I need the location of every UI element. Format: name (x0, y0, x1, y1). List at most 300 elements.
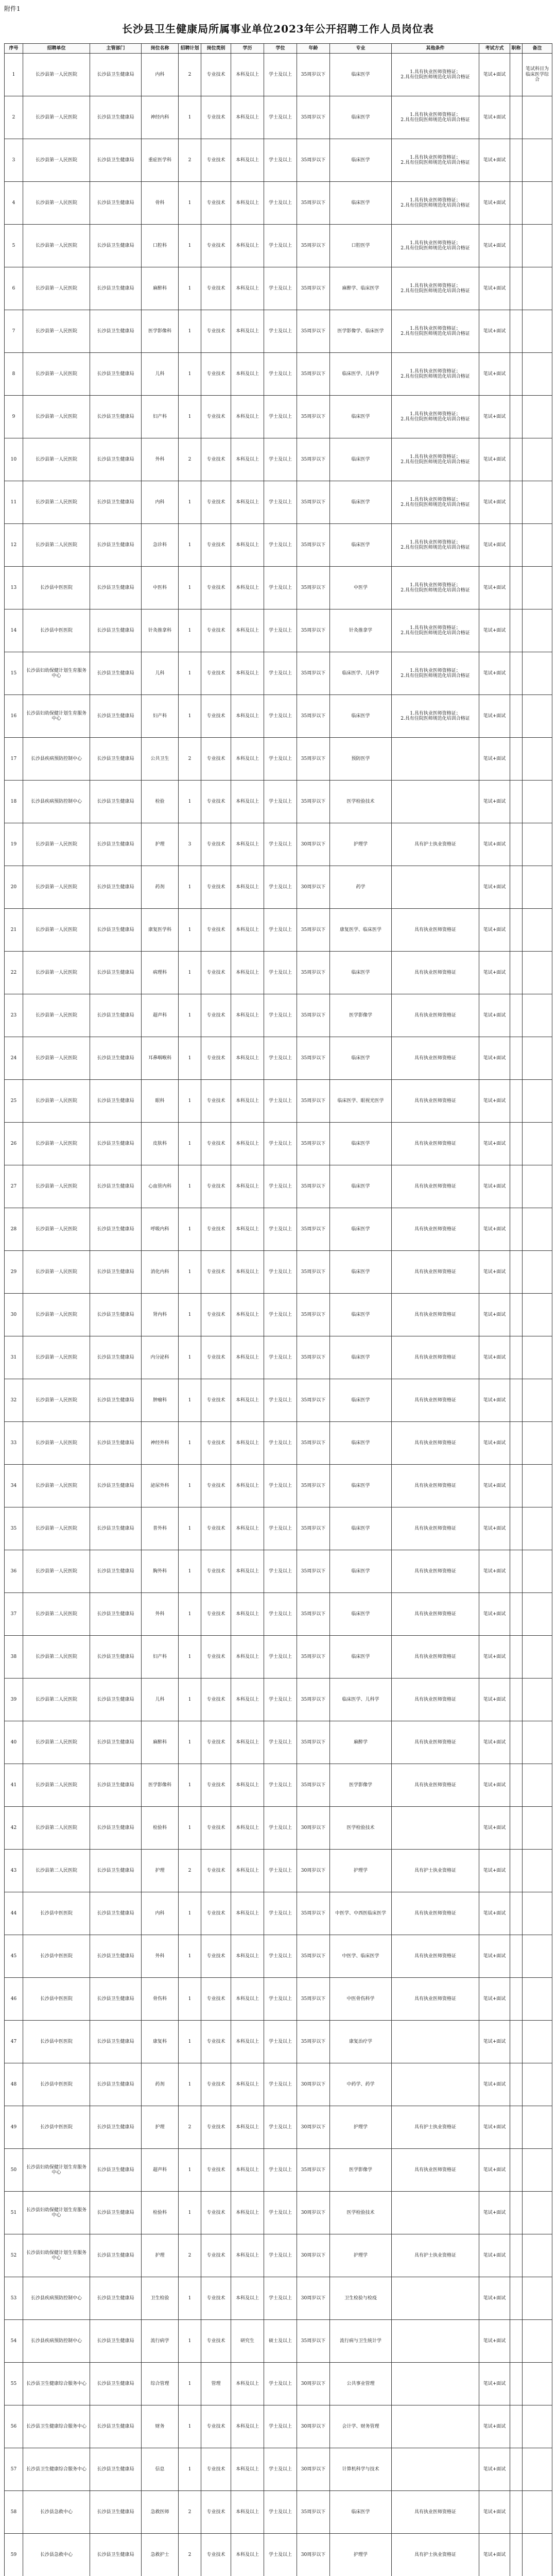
table-cell: 学士及以上 (264, 2491, 297, 2534)
table-cell: 计算机科学与技术 (330, 2448, 392, 2491)
table-cell: 35周岁以下 (297, 54, 330, 96)
table-cell (523, 1935, 552, 1978)
table-cell: 医学检验技术 (330, 2192, 392, 2234)
table-cell (392, 2063, 479, 2106)
table-cell: 具有护士执业资格证 (392, 2106, 479, 2149)
table-cell: 30周岁以下 (297, 1807, 330, 1850)
table-cell: 长沙县卫生健康局 (90, 1037, 142, 1080)
table-cell (523, 952, 552, 994)
table-cell: 医学影像科 (142, 310, 179, 353)
table-cell: 35周岁以下 (297, 353, 330, 396)
table-cell: 学士及以上 (264, 1465, 297, 1507)
table-cell: 1 (179, 1764, 201, 1807)
table-cell: 1 (179, 1294, 201, 1336)
table-cell: 肿瘤科 (142, 1379, 179, 1422)
table-cell: 长沙县卫生健康局 (90, 781, 142, 823)
table-cell: 医学影像学 (330, 2149, 392, 2192)
table-cell: 心血管内科 (142, 1165, 179, 1208)
table-cell (510, 1037, 523, 1080)
table-cell: 1 (179, 1123, 201, 1165)
table-cell: 专业技术 (201, 54, 231, 96)
table-cell: 35周岁以下 (297, 1379, 330, 1422)
table-cell: 长沙县妇幼保健计划生育服务中心 (23, 2234, 90, 2277)
table-row (5, 1636, 552, 1679)
table-cell: 流行病与卫生统计学 (330, 2320, 392, 2363)
table-cell: 专业技术 (201, 396, 231, 438)
table-cell: 本科及以上 (231, 1892, 264, 1935)
table-cell: 检验科 (142, 2192, 179, 2234)
table-cell: 长沙县第二人民医院 (23, 524, 90, 567)
table-cell (510, 54, 523, 96)
table-cell: 笔试+面试 (479, 1208, 510, 1251)
table-cell: 具有执业医师资格证 (392, 1379, 479, 1422)
table-cell: 49 (5, 2106, 23, 2149)
table-cell: 本科及以上 (231, 139, 264, 182)
table-cell: 1 (179, 695, 201, 738)
table-cell (510, 182, 523, 225)
table-cell: 1 (179, 481, 201, 524)
table-cell: 长沙县卫生健康局 (90, 267, 142, 310)
table-cell: 长沙县第一人民医院 (23, 994, 90, 1037)
table-cell: 长沙县中医医院 (23, 2106, 90, 2149)
table-cell: 学士及以上 (264, 225, 297, 267)
table-row (5, 2405, 552, 2448)
table-cell: 专业技术 (201, 909, 231, 952)
table-cell: 30周岁以下 (297, 866, 330, 909)
table-cell: 临床医学 (330, 1550, 392, 1593)
table-cell: 长沙县卫生健康局 (90, 567, 142, 609)
table-cell: 1 (179, 524, 201, 567)
table-cell: 专业技术 (201, 1850, 231, 1892)
table-cell: 长沙县卫生健康局 (90, 1850, 142, 1892)
table-cell: 长沙县卫生健康局 (90, 2192, 142, 2234)
table-cell: 1 (179, 1422, 201, 1465)
table-cell (510, 1208, 523, 1251)
table-cell: 长沙县第二人民医院 (23, 1764, 90, 1807)
table-cell: 笔试+面试 (479, 438, 510, 481)
table-cell: 专业技术 (201, 2106, 231, 2149)
table-cell: 长沙县第一人民医院 (23, 866, 90, 909)
table-cell: 1 (179, 1935, 201, 1978)
table-cell: 1.具有执业医师资格证； 2.具有住院医师规范化培训合格证 (392, 139, 479, 182)
table-cell: 1 (179, 1721, 201, 1764)
table-cell: 35周岁以下 (297, 182, 330, 225)
table-cell: 笔试+面试 (479, 54, 510, 96)
table-cell: 专业技术 (201, 1422, 231, 1465)
table-cell: 30周岁以下 (297, 2234, 330, 2277)
table-cell: 35周岁以下 (297, 1892, 330, 1935)
table-cell: 长沙县卫生健康局 (90, 182, 142, 225)
table-cell: 耳鼻咽喉科 (142, 1037, 179, 1080)
table-row (5, 567, 552, 609)
table-cell (523, 994, 552, 1037)
table-cell: 1.具有执业医师资格证； 2.具有住院医师规范化培训合格证 (392, 481, 479, 524)
table-cell: 学士及以上 (264, 823, 297, 866)
table-cell: 2 (179, 738, 201, 781)
table-cell: 长沙县妇幼保健计划生育服务中心 (23, 2149, 90, 2192)
table-cell: 35周岁以下 (297, 1507, 330, 1550)
table-cell: 笔试+面试 (479, 353, 510, 396)
table-cell: 长沙县第一人民医院 (23, 96, 90, 139)
table-cell: 麻醉学 (330, 1721, 392, 1764)
table-cell: 笔试+面试 (479, 1550, 510, 1593)
table-cell: 具有执业医师资格证 (392, 909, 479, 952)
table-cell: 长沙县卫生健康局 (90, 1550, 142, 1593)
table-cell (510, 1807, 523, 1850)
table-cell: 学士及以上 (264, 909, 297, 952)
table-cell: 眼科 (142, 1080, 179, 1123)
table-cell: 长沙县疾病预防控制中心 (23, 2320, 90, 2363)
table-cell (523, 652, 552, 695)
table-cell: 35周岁以下 (297, 2491, 330, 2534)
table-cell: 专业技术 (201, 1037, 231, 1080)
table-row (5, 952, 552, 994)
table-cell (523, 139, 552, 182)
table-row (5, 1892, 552, 1935)
table-cell: 长沙县中医医院 (23, 609, 90, 652)
table-cell: 笔试+面试 (479, 1080, 510, 1123)
table-cell: 笔试+面试 (479, 1379, 510, 1422)
table-cell: 肾内科 (142, 1294, 179, 1336)
table-cell: 38 (5, 1636, 23, 1679)
table-cell: 长沙县卫生健康局 (90, 866, 142, 909)
table-cell: 笔试+面试 (479, 2405, 510, 2448)
table-cell: 专业技术 (201, 1336, 231, 1379)
table-cell: 35周岁以下 (297, 1165, 330, 1208)
table-cell: 临床医学 (330, 1636, 392, 1679)
table-row (5, 1422, 552, 1465)
table-cell: 临床医学 (330, 481, 392, 524)
table-cell: 临床医学 (330, 1165, 392, 1208)
table-cell: 42 (5, 1807, 23, 1850)
table-cell: 笔试+面试 (479, 1336, 510, 1379)
table-cell: 长沙县卫生健康局 (90, 738, 142, 781)
table-cell: 具有执业医师资格证 (392, 1465, 479, 1507)
table-cell (510, 866, 523, 909)
table-cell: 学士及以上 (264, 139, 297, 182)
table-cell (392, 2192, 479, 2234)
table-cell: 信息 (142, 2448, 179, 2491)
table-cell: 56 (5, 2405, 23, 2448)
table-cell: 35周岁以下 (297, 396, 330, 438)
table-cell: 2 (179, 139, 201, 182)
table-cell: 急救护士 (142, 2534, 179, 2576)
table-cell: 笔试+面试 (479, 1935, 510, 1978)
table-cell: 专业技术 (201, 1251, 231, 1294)
table-cell: 长沙县卫生健康局 (90, 952, 142, 994)
table-cell: 专业技术 (201, 1636, 231, 1679)
table-cell: 长沙县卫生健康局 (90, 2063, 142, 2106)
table-row (5, 267, 552, 310)
table-cell: 本科及以上 (231, 96, 264, 139)
table-row (5, 2106, 552, 2149)
table-cell: 本科及以上 (231, 1336, 264, 1379)
table-row (5, 1764, 552, 1807)
table-cell: 临床医学、儿科学 (330, 652, 392, 695)
table-cell: 皮肤科 (142, 1123, 179, 1165)
table-cell (510, 1978, 523, 2021)
table-cell: 临床医学 (330, 54, 392, 96)
table-cell: 本科及以上 (231, 567, 264, 609)
table-cell: 35周岁以下 (297, 1978, 330, 2021)
table-cell (510, 225, 523, 267)
table-cell: 医学影像学 (330, 994, 392, 1037)
table-cell (523, 2491, 552, 2534)
table-cell: 针灸推拿学 (330, 609, 392, 652)
table-cell: 1 (179, 2021, 201, 2063)
table-cell (510, 310, 523, 353)
table-cell: 笔试+面试 (479, 866, 510, 909)
table-cell: 1 (179, 609, 201, 652)
table-cell: 长沙县卫生健康局 (90, 2106, 142, 2149)
table-cell: 笔试+面试 (479, 1593, 510, 1636)
table-cell: 1.具有执业医师资格证； 2.具有住院医师规范化培训合格证 (392, 353, 479, 396)
table-cell: 专业技术 (201, 1294, 231, 1336)
table-cell (510, 1764, 523, 1807)
table-cell: 25 (5, 1080, 23, 1123)
table-cell: 预防医学 (330, 738, 392, 781)
table-cell: 学士及以上 (264, 1593, 297, 1636)
table-cell: 综合管理 (142, 2363, 179, 2405)
table-cell: 医学检验技术 (330, 781, 392, 823)
table-cell: 学士及以上 (264, 2534, 297, 2576)
table-cell: 长沙县中医医院 (23, 1978, 90, 2021)
table-cell: 长沙县疾病预防控制中心 (23, 738, 90, 781)
table-cell: 长沙县第二人民医院 (23, 1636, 90, 1679)
table-cell: 消化内科 (142, 1251, 179, 1294)
table-cell: 本科及以上 (231, 2149, 264, 2192)
table-cell: 1.具有执业医师资格证； 2.具有住院医师规范化培训合格证 (392, 609, 479, 652)
table-cell: 学士及以上 (264, 54, 297, 96)
table-cell (510, 524, 523, 567)
table-cell: 1 (179, 396, 201, 438)
table-cell: 学士及以上 (264, 1807, 297, 1850)
table-cell: 口腔医学 (330, 225, 392, 267)
table-cell: 35周岁以下 (297, 2320, 330, 2363)
table-cell: 本科及以上 (231, 1123, 264, 1165)
table-cell: 长沙县卫生健康综合服务中心 (23, 2363, 90, 2405)
table-cell: 笔试+面试 (479, 1892, 510, 1935)
table-cell: 本科及以上 (231, 481, 264, 524)
table-cell (523, 866, 552, 909)
table-cell: 1 (179, 2192, 201, 2234)
table-cell: 35周岁以下 (297, 96, 330, 139)
table-cell: 54 (5, 2320, 23, 2363)
table-cell: 长沙县第一人民医院 (23, 909, 90, 952)
table-cell (523, 1807, 552, 1850)
table-cell (510, 609, 523, 652)
table-cell: 临床医学 (330, 1465, 392, 1507)
table-cell: 13 (5, 567, 23, 609)
table-cell: 35周岁以下 (297, 1679, 330, 1721)
table-cell (523, 1550, 552, 1593)
table-cell: 妇产科 (142, 396, 179, 438)
table-cell: 笔试+面试 (479, 2277, 510, 2320)
table-cell: 长沙县第一人民医院 (23, 1165, 90, 1208)
table-cell (523, 225, 552, 267)
table-cell: 长沙县第二人民医院 (23, 1593, 90, 1636)
table-cell: 30周岁以下 (297, 1850, 330, 1892)
table-row (5, 1208, 552, 1251)
table-cell: 30周岁以下 (297, 2106, 330, 2149)
table-cell: 财务 (142, 2405, 179, 2448)
table-cell: 学士及以上 (264, 481, 297, 524)
table-cell: 笔试+面试 (479, 524, 510, 567)
table-cell: 笔试+面试 (479, 567, 510, 609)
table-cell: 本科及以上 (231, 438, 264, 481)
table-row (5, 353, 552, 396)
table-cell: 学士及以上 (264, 2192, 297, 2234)
table-cell: 学士及以上 (264, 1721, 297, 1764)
table-cell (523, 353, 552, 396)
table-cell: 长沙县卫生健康局 (90, 2448, 142, 2491)
table-cell: 临床医学、儿科学 (330, 353, 392, 396)
table-cell (510, 2021, 523, 2063)
table-cell: 专业技术 (201, 952, 231, 994)
table-cell (523, 2363, 552, 2405)
table-cell: 35周岁以下 (297, 438, 330, 481)
table-cell: 药剂 (142, 866, 179, 909)
table-cell (523, 1636, 552, 1679)
table-cell: 长沙县第一人民医院 (23, 1465, 90, 1507)
table-cell: 专业技术 (201, 2491, 231, 2534)
table-cell: 专业技术 (201, 994, 231, 1037)
table-cell: 具有执业医师资格证 (392, 1208, 479, 1251)
table-header-row (5, 44, 552, 54)
positions-table (4, 43, 552, 2576)
table-cell: 具有执业医师资格证 (392, 2491, 479, 2534)
table-cell (523, 96, 552, 139)
table-cell: 笔试+面试 (479, 1636, 510, 1679)
table-cell: 长沙县第一人民医院 (23, 1550, 90, 1593)
table-row (5, 54, 552, 96)
table-cell: 本科及以上 (231, 267, 264, 310)
table-cell: 1.具有执业医师资格证； 2.具有住院医师规范化培训合格证 (392, 567, 479, 609)
table-cell: 1 (179, 267, 201, 310)
table-cell (523, 823, 552, 866)
table-cell: 专业技术 (201, 1379, 231, 1422)
table-cell: 1 (179, 866, 201, 909)
table-cell: 专业技术 (201, 524, 231, 567)
table-cell (510, 1379, 523, 1422)
table-cell: 1.具有执业医师资格证； 2.具有住院医师规范化培训合格证 (392, 524, 479, 567)
table-cell: 专业技术 (201, 609, 231, 652)
table-cell: 35周岁以下 (297, 994, 330, 1037)
table-cell: 长沙县卫生健康局 (90, 524, 142, 567)
table-cell: 笔试+面试 (479, 2448, 510, 2491)
table-cell: 1 (179, 909, 201, 952)
table-cell: 长沙县卫生健康局 (90, 2234, 142, 2277)
table-cell: 长沙县卫生健康局 (90, 1507, 142, 1550)
table-cell: 学士及以上 (264, 1165, 297, 1208)
table-row (5, 310, 552, 353)
table-cell (523, 1679, 552, 1721)
table-cell: 55 (5, 2363, 23, 2405)
table-cell (523, 1123, 552, 1165)
table-cell (510, 1679, 523, 1721)
table-cell: 26 (5, 1123, 23, 1165)
table-cell: 12 (5, 524, 23, 567)
table-cell: 1.具有执业医师资格证； 2.具有住院医师规范化培训合格证 (392, 225, 479, 267)
table-cell: 临床医学 (330, 182, 392, 225)
table-cell: 长沙县卫生健康局 (90, 1807, 142, 1850)
table-cell: 30周岁以下 (297, 2405, 330, 2448)
table-cell (510, 2234, 523, 2277)
table-cell: 学士及以上 (264, 1892, 297, 1935)
table-cell: 笔试+面试 (479, 609, 510, 652)
table-cell: 1 (179, 2320, 201, 2363)
table-cell: 学士及以上 (264, 1294, 297, 1336)
table-cell: 1 (179, 1379, 201, 1422)
table-cell: 35 (5, 1507, 23, 1550)
table-cell: 2 (179, 2106, 201, 2149)
table-cell: 超声科 (142, 994, 179, 1037)
table-cell: 本科及以上 (231, 1636, 264, 1679)
table-cell: 长沙县卫生健康局 (90, 310, 142, 353)
table-cell: 医学影像科 (142, 1764, 179, 1807)
header-cell: 学历 (231, 44, 264, 54)
table-cell: 专业技术 (201, 1721, 231, 1764)
table-cell (523, 1764, 552, 1807)
table-cell: 长沙县第一人民医院 (23, 1037, 90, 1080)
table-cell: 临床医学、儿科学 (330, 1679, 392, 1721)
table-cell: 长沙县卫生健康局 (90, 1679, 142, 1721)
table-cell: 具有护士执业资格证 (392, 2534, 479, 2576)
table-cell: 1 (179, 952, 201, 994)
table-cell: 1 (179, 652, 201, 695)
table-cell: 学士及以上 (264, 1037, 297, 1080)
table-cell: 本科及以上 (231, 1935, 264, 1978)
header-cell: 岗位名称 (142, 44, 179, 54)
table-cell (510, 96, 523, 139)
table-cell: 学士及以上 (264, 738, 297, 781)
table-cell: 9 (5, 396, 23, 438)
table-cell: 护理学 (330, 2234, 392, 2277)
table-cell: 专业技术 (201, 2320, 231, 2363)
table-cell (510, 1935, 523, 1978)
table-cell (510, 2491, 523, 2534)
table-cell: 学士及以上 (264, 1336, 297, 1379)
table-cell: 呼吸内科 (142, 1208, 179, 1251)
table-cell (392, 2021, 479, 2063)
table-cell: 笔试+面试 (479, 96, 510, 139)
table-cell: 医学影像学、临床医学 (330, 310, 392, 353)
table-cell (510, 1294, 523, 1336)
table-cell: 学士及以上 (264, 1422, 297, 1465)
table-cell: 长沙县卫生健康局 (90, 609, 142, 652)
table-cell: 长沙县卫生健康局 (90, 1465, 142, 1507)
table-cell: 长沙县第一人民医院 (23, 952, 90, 994)
table-cell: 流行病学 (142, 2320, 179, 2363)
table-row (5, 1123, 552, 1165)
table-cell: 长沙县第二人民医院 (23, 1807, 90, 1850)
table-cell (523, 1892, 552, 1935)
table-cell: 笔试+面试 (479, 1764, 510, 1807)
table-cell: 麻醉科 (142, 1721, 179, 1764)
table-cell: 康复医学科 (142, 909, 179, 952)
table-cell: 专业技术 (201, 1807, 231, 1850)
table-cell (523, 1978, 552, 2021)
table-cell (510, 2320, 523, 2363)
table-cell: 35周岁以下 (297, 2021, 330, 2063)
table-cell: 针灸推拿科 (142, 609, 179, 652)
table-row (5, 2448, 552, 2491)
table-cell: 本科及以上 (231, 952, 264, 994)
table-cell: 长沙县卫生健康局 (90, 2149, 142, 2192)
table-cell: 长沙县卫生健康局 (90, 1208, 142, 1251)
table-cell: 1 (179, 1636, 201, 1679)
table-cell: 具有执业医师资格证 (392, 1593, 479, 1636)
